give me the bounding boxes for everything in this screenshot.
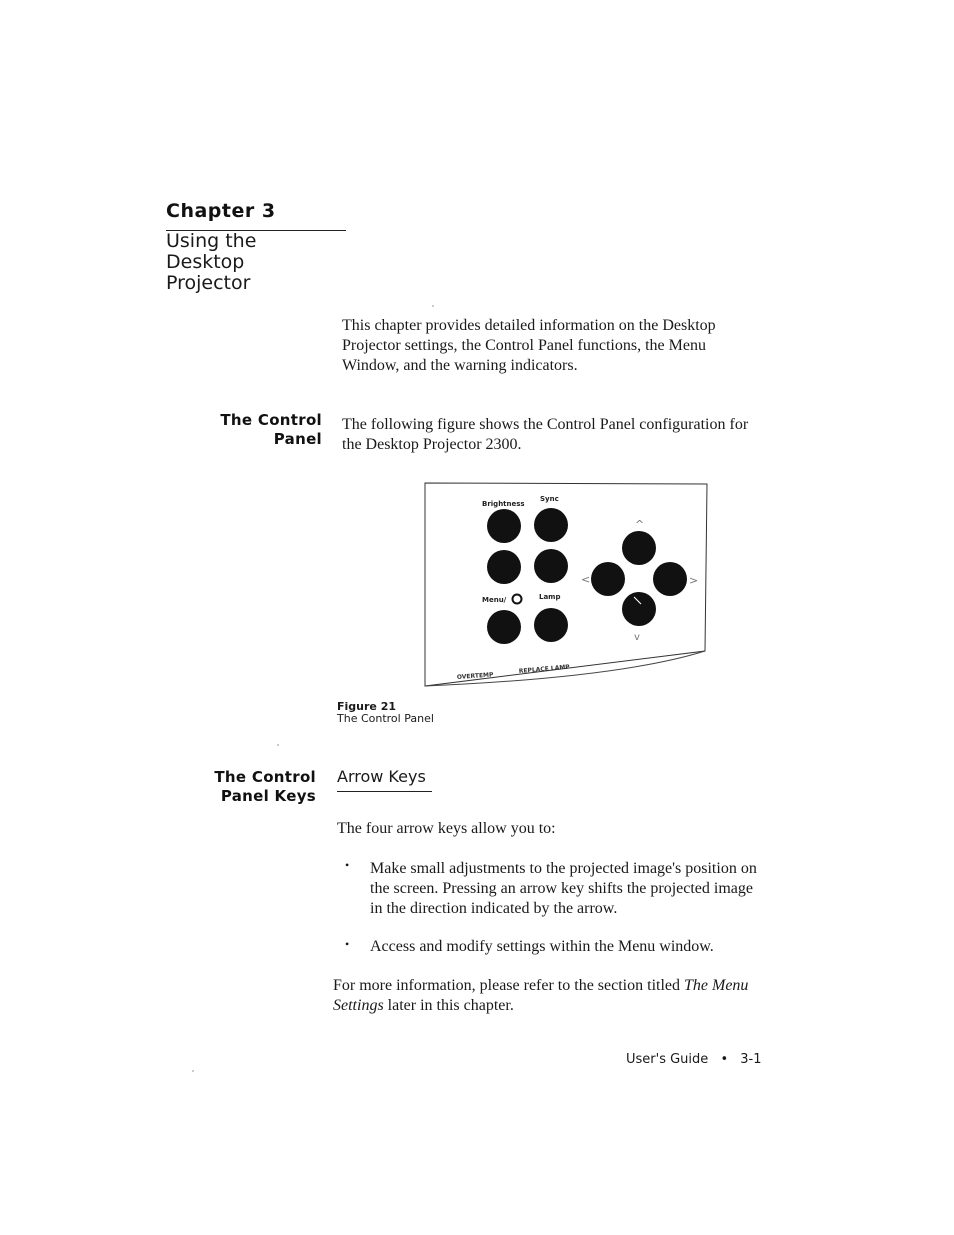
- overtemp-label: OVERTEMP: [456, 671, 494, 681]
- lamp-label: Lamp: [539, 593, 561, 601]
- menu-button: [487, 610, 521, 644]
- arrow-keys-title: Arrow Keys: [337, 767, 426, 786]
- footer-guide-title: User's Guide: [626, 1052, 709, 1067]
- intro-line-3: Window, and the warning indicators.: [342, 357, 578, 374]
- control-panel-text-line-1: The following figure shows the Control Panel configuration for: [342, 416, 749, 433]
- sync-up-button: [534, 508, 568, 542]
- bullet-marker: •: [345, 858, 350, 872]
- down-arrow-glyph: v: [634, 632, 640, 643]
- bullet1-line-2: the screen. Pressing an arrow key shifts the projected image: [370, 880, 753, 897]
- chapter-title-line-3: Projector: [166, 272, 251, 294]
- arrow-right-button: [653, 562, 687, 596]
- footer-separator: •: [720, 1052, 729, 1067]
- control-panel-heading-line-2: Panel: [273, 430, 322, 448]
- menu-settings-reference-2: Settings: [333, 997, 384, 1014]
- control-panel-heading: [160, 411, 322, 449]
- bullet1-line-3: in the direction indicated by the arrow.: [370, 900, 618, 917]
- control-panel-keys-heading-line-2: Panel Keys: [220, 787, 316, 805]
- power-icon: [513, 595, 522, 604]
- sync-down-button: [534, 549, 568, 583]
- bullet-marker: •: [345, 937, 350, 951]
- bullet-item: [370, 859, 800, 919]
- more-info-pre: For more information, please refer to the section titled: [333, 977, 684, 994]
- arrow-keys-intro: The four arrow keys allow you to:: [337, 820, 556, 837]
- sync-label: Sync: [540, 495, 559, 503]
- scan-speck: [432, 305, 434, 307]
- control-panel-heading-line-1: The Control: [220, 411, 322, 429]
- left-arrow-glyph: <: [581, 573, 591, 586]
- page-footer: [626, 1052, 761, 1067]
- chapter-label: Chapter 3: [166, 200, 276, 222]
- scan-speck: [192, 1070, 194, 1072]
- more-info-line-2: [333, 996, 793, 1016]
- menu-label: Menu/: [482, 596, 507, 604]
- control-panel-figure: [421, 481, 708, 691]
- bullet1-line-1: Make small adjustments to the projected image's position on: [370, 860, 757, 877]
- control-panel-keys-heading: [150, 768, 316, 806]
- intro-line-2: Projector settings, the Control Panel functions, the Menu: [342, 337, 706, 354]
- replace-lamp-label: REPLACE LAMP: [518, 663, 570, 675]
- figure-caption-text: The Control Panel: [337, 712, 434, 725]
- bullet2-text: Access and modify settings within the Menu window.: [370, 938, 714, 955]
- brightness-down-button: [487, 550, 521, 584]
- lamp-button: [534, 608, 568, 642]
- brightness-label: Brightness: [482, 500, 525, 508]
- page-number: 3-1: [740, 1052, 762, 1067]
- chapter-title-line-2: Desktop: [166, 251, 245, 273]
- arrow-keys-rule: [337, 791, 432, 792]
- menu-settings-reference-1: The Menu: [684, 977, 749, 994]
- more-info-post: later in this chapter.: [383, 997, 514, 1014]
- right-arrow-glyph: >: [689, 574, 699, 587]
- control-panel-text-line-2: the Desktop Projector 2300.: [342, 436, 522, 453]
- arrow-up-button: [622, 531, 656, 565]
- arrow-down-button: [622, 592, 656, 626]
- figure-caption-label: Figure 21: [337, 700, 397, 713]
- arrow-left-button: [591, 562, 625, 596]
- intro-line-1: This chapter provides detailed information on the Desktop: [342, 317, 716, 334]
- control-panel-keys-heading-line-1: The Control: [214, 768, 316, 786]
- control-panel-paragraph: [342, 415, 792, 455]
- brightness-up-button: [487, 509, 521, 543]
- chapter-title: [166, 231, 256, 294]
- chapter-title-line-1: Using the: [166, 230, 257, 252]
- intro-paragraph: [342, 316, 762, 376]
- scan-speck: [277, 744, 279, 746]
- more-info-line-1: [333, 976, 793, 996]
- up-arrow-glyph: ^: [635, 518, 645, 531]
- more-info-paragraph: [333, 976, 793, 1016]
